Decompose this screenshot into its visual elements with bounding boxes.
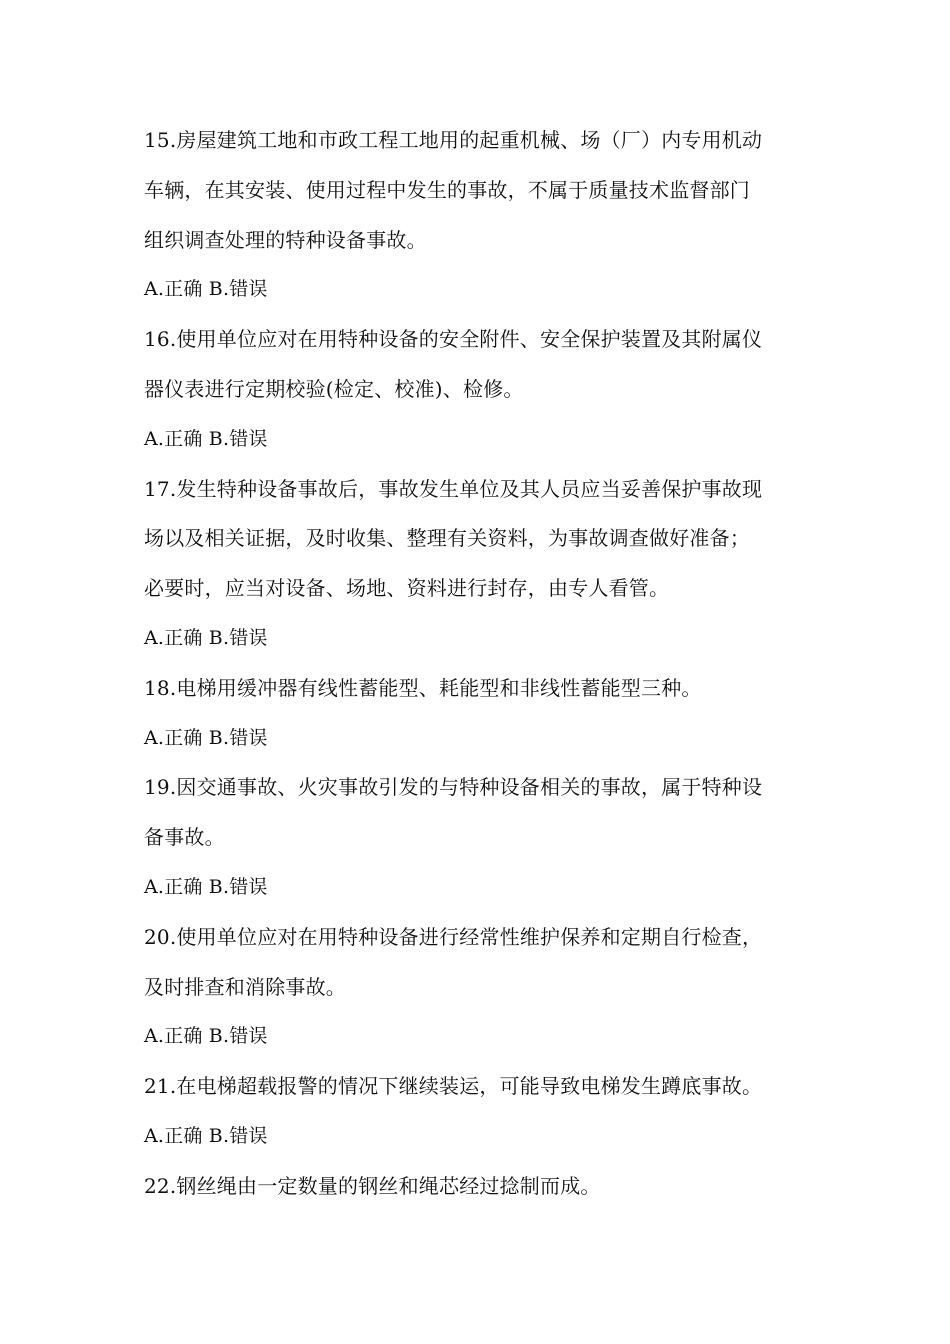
question-text-line: 21.在电梯超载报警的情况下继续装运，可能导致电梯发生蹲底事故。: [144, 1074, 763, 1099]
question-text-line: 器仪表进行定期校验(检定、校准)、检修。: [144, 376, 524, 401]
question-text-line: 22.钢丝绳由一定数量的钢丝和绳芯经过捻制而成。: [144, 1173, 601, 1198]
question-text-line: 17.发生特种设备事故后，事故发生单位及其人员应当妥善保护事故现: [144, 476, 763, 501]
question-text-line: 18.电梯用缓冲器有线性蓄能型、耗能型和非线性蓄能型三种。: [144, 675, 702, 700]
question-text-line: 16.使用单位应对在用特种设备的安全附件、安全保护装置及其附属仪: [144, 327, 763, 352]
answer-options: A.正确 B.错误: [144, 1025, 268, 1048]
question-text-line: 20.使用单位应对在用特种设备进行经常性维护保养和定期自行检查，: [144, 924, 763, 949]
question-text-line: 备事故。: [144, 825, 225, 850]
question-text-line: 必要时，应当对设备、场地、资料进行封存，由专人看管。: [144, 576, 670, 601]
answer-options: A.正确 B.错误: [144, 1124, 268, 1147]
question-text-line: 15.房屋建筑工地和市政工程工地用的起重机械、场（厂）内专用机动: [144, 128, 763, 152]
answer-options: A.正确 B.错误: [144, 278, 268, 301]
question-text-line: 车辆，在其安装、使用过程中发生的事故，不属于质量技术监督部门: [144, 177, 750, 202]
answer-options: A.正确 B.错误: [144, 626, 268, 649]
question-text-line: 场以及相关证据，及时收集、整理有关资料，为事故调查做好准备；: [144, 526, 750, 551]
answer-options: A.正确 B.错误: [144, 875, 268, 898]
answer-options: A.正确 B.错误: [144, 427, 268, 450]
question-text-line: 19.因交通事故、火灾事故引发的与特种设备相关的事故，属于特种设: [144, 775, 763, 800]
question-text-line: 及时排查和消除事故。: [144, 974, 346, 999]
question-text-line: 组织调查处理的特种设备事故。: [144, 227, 427, 252]
question-list: [144, 116, 804, 1212]
answer-options: A.正确 B.错误: [144, 726, 268, 749]
